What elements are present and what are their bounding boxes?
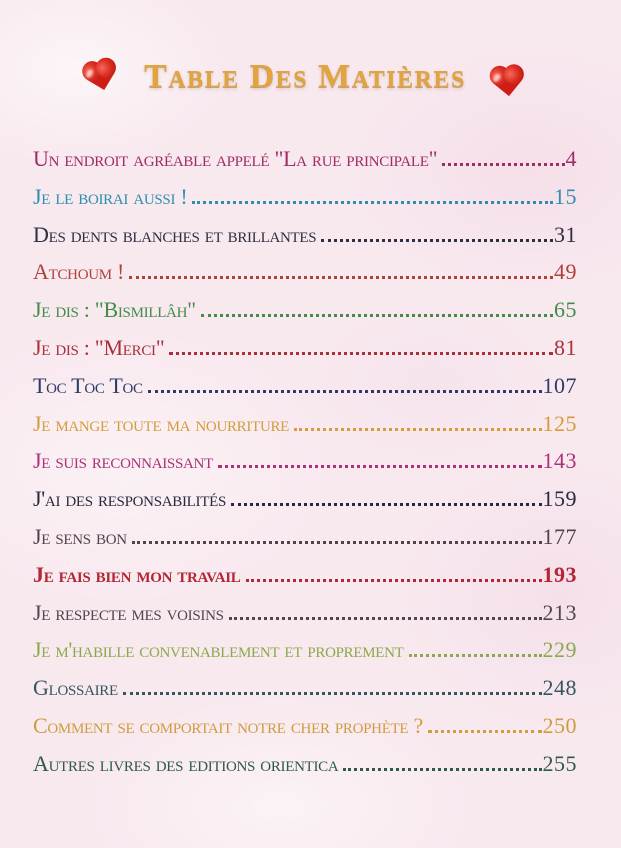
toc-entry <box>33 594 577 632</box>
toc-entry-title: Glossaire <box>33 675 118 701</box>
toc-leader-dots <box>201 314 553 317</box>
toc-entry-page: 143 <box>542 448 577 474</box>
toc-leader-dots <box>428 730 542 733</box>
toc-entry-title: Comment se comportait notre cher prophète ? <box>33 712 423 738</box>
toc-entry-title: Atchoum ! <box>33 259 125 285</box>
page-title: Table Des Matières <box>144 58 466 95</box>
toc-list <box>33 140 577 783</box>
toc-entry-page: 4 <box>565 146 577 171</box>
toc-leader-dots <box>294 428 541 431</box>
toc-entry <box>33 745 577 783</box>
toc-entry-title: Je respecte mes voisins <box>33 599 224 625</box>
toc-entry-title: Je suis reconnaissant <box>33 448 213 474</box>
toc-entry-page: 213 <box>542 599 577 625</box>
toc-leader-dots <box>343 768 541 771</box>
toc-leader-dots <box>192 201 553 204</box>
toc-entry-title: Je mange toute ma nourriture <box>33 410 290 436</box>
page-header <box>33 46 577 108</box>
toc-entry-page: 81 <box>554 334 577 360</box>
toc-entry-title: Je le boirai aussi ! <box>33 183 188 209</box>
toc-entry <box>33 480 577 518</box>
toc-entry-title: Je m'habille convenablement et proprement <box>33 637 404 663</box>
toc-entry-page: 15 <box>554 183 577 209</box>
toc-entry-page: 193 <box>542 561 577 587</box>
toc-entry <box>33 329 577 367</box>
toc-entry-title: Je fais bien mon travail <box>33 561 241 587</box>
toc-entry-title: Autres livres des editions orientica <box>33 750 339 776</box>
toc-entry-page: 159 <box>542 486 577 512</box>
toc-entry <box>33 140 577 178</box>
toc-leader-dots <box>409 654 542 657</box>
toc-entry-title: Des dents blanches et brillantes <box>33 221 317 247</box>
heart-icon <box>77 51 125 99</box>
toc-entry <box>33 291 577 329</box>
toc-entry-page: 107 <box>542 372 577 398</box>
toc-entry <box>33 178 577 216</box>
toc-entry-page: 31 <box>554 221 577 247</box>
toc-leader-dots <box>169 352 553 355</box>
toc-entry <box>33 405 577 443</box>
toc-entry <box>33 518 577 556</box>
toc-entry-title: Je dis : "Merci" <box>33 334 165 360</box>
toc-leader-dots <box>148 390 542 393</box>
toc-leader-dots <box>129 276 553 279</box>
heart-icon <box>486 59 530 103</box>
toc-leader-dots <box>123 692 542 695</box>
toc-leader-dots <box>132 541 542 544</box>
toc-entry-page: 65 <box>554 297 577 323</box>
toc-leader-dots <box>246 579 542 582</box>
toc-entry-page: 49 <box>554 259 577 285</box>
toc-entry-title: Toc Toc Toc <box>33 372 143 398</box>
toc-leader-dots <box>218 465 542 468</box>
toc-leader-dots <box>442 163 564 166</box>
toc-leader-dots <box>231 503 541 506</box>
toc-entry-title: J'ai des responsabilités <box>33 486 227 512</box>
toc-entry-page: 248 <box>542 675 577 701</box>
toc-entry <box>33 556 577 594</box>
toc-entry <box>33 631 577 669</box>
toc-leader-dots <box>229 617 542 620</box>
toc-entry-page: 125 <box>542 410 577 436</box>
toc-entry-title: Un endroit agréable appelé "La rue principale" <box>33 146 438 171</box>
toc-entry-page: 177 <box>542 523 577 549</box>
toc-entry-title: Je sens bon <box>33 523 127 549</box>
toc-entry-title: Je dis : "Bismillâh" <box>33 297 196 323</box>
toc-entry <box>33 253 577 291</box>
toc-leader-dots <box>321 239 553 242</box>
toc-entry-page: 229 <box>542 637 577 663</box>
toc-entry-page: 255 <box>542 750 577 776</box>
toc-entry <box>33 669 577 707</box>
toc-entry <box>33 367 577 405</box>
toc-entry <box>33 216 577 254</box>
toc-entry <box>33 442 577 480</box>
toc-entry-page: 250 <box>542 712 577 738</box>
toc-entry <box>33 707 577 745</box>
